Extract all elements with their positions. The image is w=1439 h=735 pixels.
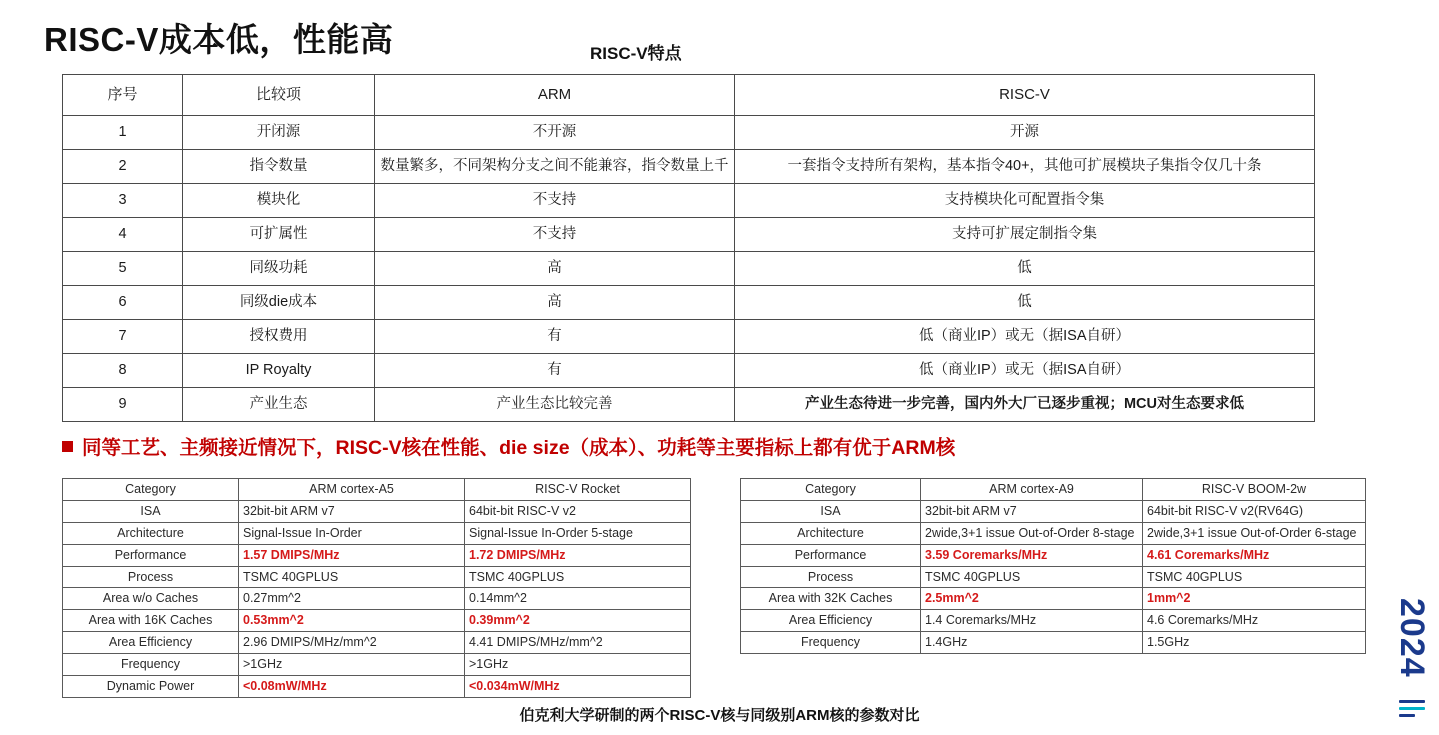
cell-compare-item: 授权费用 (183, 319, 375, 353)
cell-category: Area Efficiency (741, 610, 921, 632)
cell-category: Frequency (741, 632, 921, 654)
cell-riscv: 开源 (735, 115, 1315, 149)
cell-index: 6 (63, 285, 183, 319)
cell-riscv-value: Signal-Issue In-Order 5-stage (465, 522, 691, 544)
table-row (63, 319, 1315, 353)
cell-riscv: 低（商业IP）或无（据ISA自研） (735, 319, 1315, 353)
cell-riscv: 低 (735, 251, 1315, 285)
column-header: 比较项 (183, 75, 375, 116)
cell-arm: 不支持 (375, 217, 735, 251)
cell-category: Frequency (63, 654, 239, 676)
column-header: Category (741, 479, 921, 501)
cell-riscv-value: 1.5GHz (1143, 632, 1366, 654)
table-row (63, 251, 1315, 285)
column-header: RISC-V BOOM-2w (1143, 479, 1366, 501)
cell-riscv-value: TSMC 40GPLUS (465, 566, 691, 588)
cell-arm: 高 (375, 251, 735, 285)
cell-category: Architecture (63, 522, 239, 544)
column-header: RISC-V Rocket (465, 479, 691, 501)
cell-arm-value: 0.53mm^2 (239, 610, 465, 632)
table-row (63, 217, 1315, 251)
params-table-a5-rocket (62, 478, 690, 698)
cell-category: Area with 32K Caches (741, 588, 921, 610)
cell-index: 2 (63, 149, 183, 183)
highlight-bullet (62, 432, 955, 460)
table-row (63, 610, 691, 632)
cell-arm-value: 3.59 Coremarks/MHz (921, 544, 1143, 566)
cell-riscv-value: 1mm^2 (1143, 588, 1366, 610)
cell-category: Area Efficiency (63, 632, 239, 654)
cell-riscv-value: TSMC 40GPLUS (1143, 566, 1366, 588)
params-table-a9-boom (740, 478, 1365, 654)
column-header: RISC-V (735, 75, 1315, 116)
cell-category: Architecture (741, 522, 921, 544)
cell-riscv-value: 0.14mm^2 (465, 588, 691, 610)
cell-index: 9 (63, 387, 183, 421)
table-row (63, 654, 691, 676)
cell-index: 1 (63, 115, 183, 149)
cell-arm-value: 2wide,3+1 issue Out-of-Order 8-stage (921, 522, 1143, 544)
cell-arm: 产业生态比较完善 (375, 387, 735, 421)
cell-riscv-value: >1GHz (465, 654, 691, 676)
table-row (741, 588, 1366, 610)
cell-arm: 有 (375, 353, 735, 387)
cell-compare-item: 可扩属性 (183, 217, 375, 251)
cell-index: 7 (63, 319, 183, 353)
table-row (63, 285, 1315, 319)
highlight-bullet-text: 同等工艺、主频接近情况下，RISC-V核在性能、die size（成本）、功耗等主要指标上都有优于ARM核 (82, 437, 956, 459)
cell-arm-value: TSMC 40GPLUS (239, 566, 465, 588)
cell-arm-value: 2.96 DMIPS/MHz/mm^2 (239, 632, 465, 654)
table-row (63, 115, 1315, 149)
table-row (741, 566, 1366, 588)
cell-arm: 不支持 (375, 183, 735, 217)
cell-category: ISA (63, 500, 239, 522)
decorative-bars (1399, 700, 1425, 721)
cell-arm-value: 1.4 Coremarks/MHz (921, 610, 1143, 632)
table-header-row (741, 479, 1366, 501)
year-mark: 2024 (1393, 598, 1431, 678)
cell-compare-item: IP Royalty (183, 353, 375, 387)
cell-compare-item: 同级die成本 (183, 285, 375, 319)
cell-index: 8 (63, 353, 183, 387)
cell-arm-value: TSMC 40GPLUS (921, 566, 1143, 588)
cell-category: Process (63, 566, 239, 588)
cell-arm-value: 0.27mm^2 (239, 588, 465, 610)
cell-arm-value: >1GHz (239, 654, 465, 676)
table-row (741, 610, 1366, 632)
cell-riscv: 低（商业IP）或无（据ISA自研） (735, 353, 1315, 387)
table-row (63, 522, 691, 544)
cell-category: Dynamic Power (63, 675, 239, 697)
cell-arm-value: 32bit-bit ARM v7 (921, 500, 1143, 522)
cell-riscv-value: 1.72 DMIPS/MHz (465, 544, 691, 566)
cell-riscv-value: 0.39mm^2 (465, 610, 691, 632)
main-table-caption: RISC-V特点 (590, 44, 682, 63)
cell-riscv-value: 4.6 Coremarks/MHz (1143, 610, 1366, 632)
column-header: Category (63, 479, 239, 501)
cell-riscv-value: 4.61 Coremarks/MHz (1143, 544, 1366, 566)
cell-riscv-value: 64bit-bit RISC-V v2(RV64G) (1143, 500, 1366, 522)
main-comparison-table (62, 74, 1314, 422)
cell-riscv-value: 64bit-bit RISC-V v2 (465, 500, 691, 522)
table-row (741, 632, 1366, 654)
table-row (63, 500, 691, 522)
table-row (63, 566, 691, 588)
table-header-row (63, 75, 1315, 116)
cell-riscv: 一套指令支持所有架构，基本指令40+，其他可扩展模块子集指令仅几十条 (735, 149, 1315, 183)
cell-riscv: 产业生态待进一步完善，国内外大厂已逐步重视；MCU对生态要求低 (735, 387, 1315, 421)
column-header: 序号 (63, 75, 183, 116)
cell-arm-value: 32bit-bit ARM v7 (239, 500, 465, 522)
cell-arm-value: 2.5mm^2 (921, 588, 1143, 610)
cell-category: Performance (63, 544, 239, 566)
column-header: ARM (375, 75, 735, 116)
table-header-row (63, 479, 691, 501)
cell-riscv: 支持可扩展定制指令集 (735, 217, 1315, 251)
cell-riscv-value: 2wide,3+1 issue Out-of-Order 6-stage (1143, 522, 1366, 544)
bottom-caption: 伯克利大学研制的两个RISC-V核与同级别ARM核的参数对比 (519, 707, 920, 724)
cell-riscv-value: 4.41 DMIPS/MHz/mm^2 (465, 632, 691, 654)
cell-compare-item: 产业生态 (183, 387, 375, 421)
cell-index: 4 (63, 217, 183, 251)
table-row (741, 522, 1366, 544)
table-row (63, 675, 691, 697)
cell-compare-item: 模块化 (183, 183, 375, 217)
cell-compare-item: 开闭源 (183, 115, 375, 149)
cell-riscv: 支持模块化可配置指令集 (735, 183, 1315, 217)
table-row (741, 544, 1366, 566)
table-row (63, 588, 691, 610)
cell-index: 3 (63, 183, 183, 217)
cell-arm: 数量繁多，不同架构分支之间不能兼容，指令数量上千 (375, 149, 735, 183)
square-bullet-icon (62, 441, 73, 452)
cell-arm-value: 1.57 DMIPS/MHz (239, 544, 465, 566)
cell-arm-value: Signal-Issue In-Order (239, 522, 465, 544)
cell-compare-item: 同级功耗 (183, 251, 375, 285)
column-header: ARM cortex-A9 (921, 479, 1143, 501)
cell-riscv-value: <0.034mW/MHz (465, 675, 691, 697)
cell-arm: 不开源 (375, 115, 735, 149)
page-title: RISC-V成本低，性能高 (44, 21, 394, 58)
table-row (741, 500, 1366, 522)
cell-category: Process (741, 566, 921, 588)
table-row (63, 353, 1315, 387)
table-row (63, 632, 691, 654)
cell-arm: 有 (375, 319, 735, 353)
cell-category: Performance (741, 544, 921, 566)
cell-category: Area w/o Caches (63, 588, 239, 610)
cell-category: ISA (741, 500, 921, 522)
column-header: ARM cortex-A5 (239, 479, 465, 501)
table-row (63, 387, 1315, 421)
cell-compare-item: 指令数量 (183, 149, 375, 183)
cell-arm: 高 (375, 285, 735, 319)
table-row (63, 544, 691, 566)
cell-category: Area with 16K Caches (63, 610, 239, 632)
cell-riscv: 低 (735, 285, 1315, 319)
cell-arm-value: <0.08mW/MHz (239, 675, 465, 697)
table-row (63, 183, 1315, 217)
table-row (63, 149, 1315, 183)
cell-index: 5 (63, 251, 183, 285)
cell-arm-value: 1.4GHz (921, 632, 1143, 654)
